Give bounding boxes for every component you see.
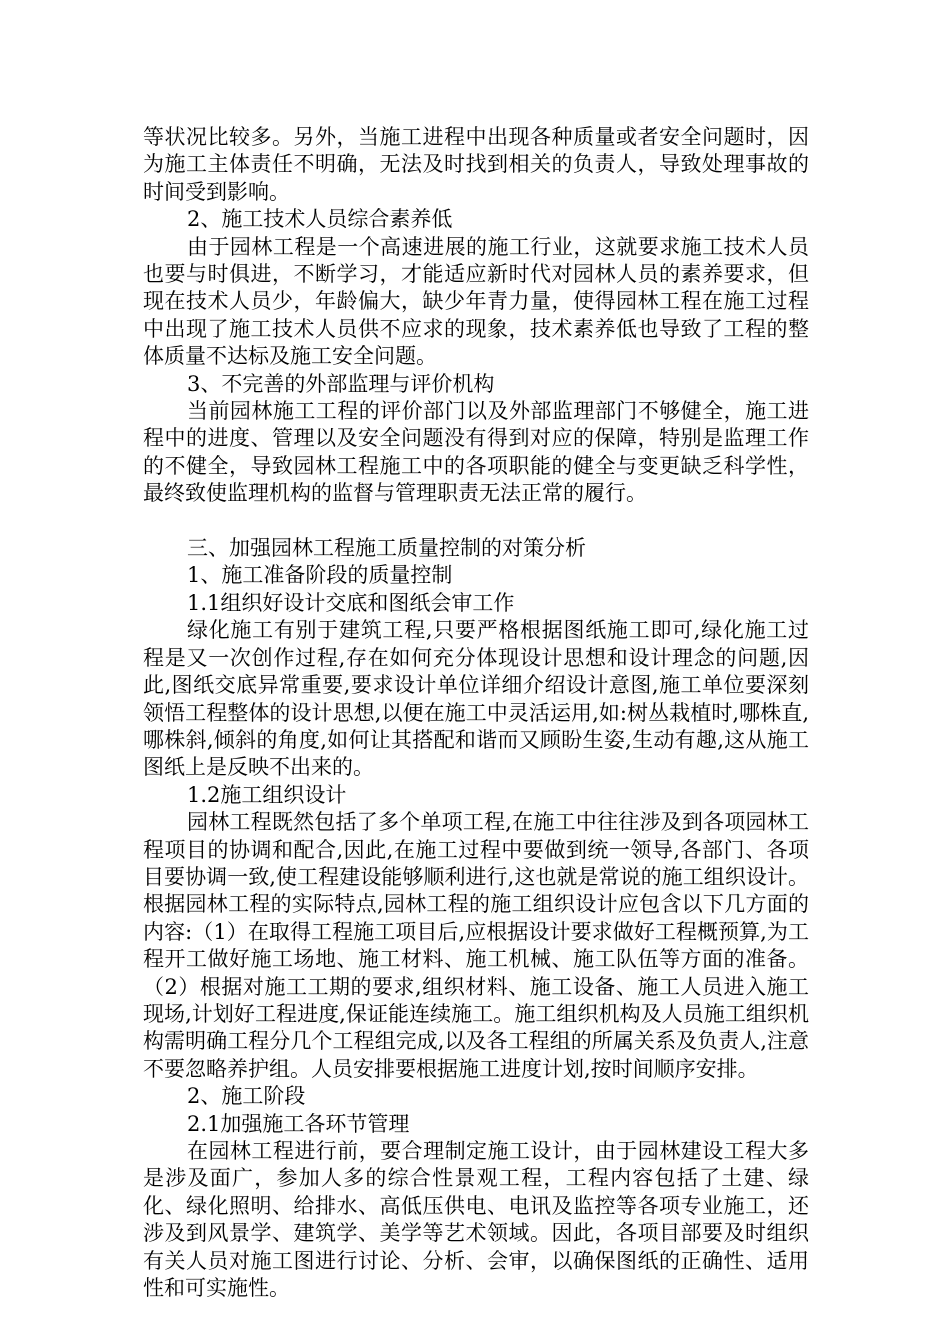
subsection-heading: 2.1加强施工各环节管理 [187,1111,410,1136]
section-heading: 2、施工阶段 [187,1084,306,1109]
paragraph: 等状况比较多。另外，当施工进程中出现各种质量或者安全问题时，因为施工主体责任不明确，无法及时找到相关的负责人，导致处理事故的时间受到影响。 [143,125,809,204]
paragraph: 在园林工程进行前，要合理制定施工设计，由于园林建设工程大多是涉及面广，参加人多的综合性景观工程，工程内容包括了土建、绿化、绿化照明、给排水、高低压供电、电讯及监控等各项专业施工，还涉及到风景学、建筑学、美学等艺术领域。因此，各项目部要及时组织有关人员对施工图进行讨论、分析、会审，以确保图纸的正确性、适用性和可实施性。 [143,1139,809,1301]
section-heading: 2、施工技术人员综合素养低 [187,207,453,232]
paragraph: 园林工程既然包括了多个单项工程,在施工中往往涉及到各项园林工程项目的协调和配合,因此,在施工过程中要做到统一领导,各部门、各项目要协调一致,使工程建设能够顺利进行,这也就是常说的施工组织设计。根据园林工程的实际特点,园林工程的施工组织设计应包含以下几方面的内容:（1）在取得工程施工项目后,应根据设计要求做好工程概预算,为工程开工做好施工场地、施工材料、施工机械、施工队伍等方面的准备。（2）根据对施工工期的要求,组织材料、施工设备、施工人员进入施工现场,计划好工程进度,保证能连续施工。施工组织机构及人员施工组织机构需明确工程分几个工程组完成,以及各工程组的所属关系及负责人,注意不要忽略养护组。人员安排要根据施工进度计划,按时间顺序安排。 [143,810,809,1081]
subsection-heading: 1.2施工组织设计 [187,782,347,807]
paragraph: 绿化施工有别于建筑工程,只要严格根据图纸施工即可,绿化施工过程是又一次创作过程,存在如何充分体现设计思想和设计理念的问题,因此,图纸交底异常重要,要求设计单位详细介绍设计意图,施工单位要深刻领悟工程整体的设计思想,以便在施工中灵活运用,如:树丛栽植时,哪株直,哪株斜,倾斜的角度,如何让其搭配和谐而又顾盼生姿,生动有趣,这从施工图纸上是反映不出来的。 [143,618,809,780]
section-heading: 3、不完善的外部监理与评价机构 [187,371,495,396]
document-body [143,124,809,1302]
blank-line [143,508,809,535]
paragraph: 由于园林工程是一个高速进展的施工行业，这就要求施工技术人员也要与时俱进，不断学习，才能适应新时代对园林人员的素养要求，但现在技术人员少，年龄偏大，缺少年青力量，使得园林工程在施工过程中出现了施工技术人员供不应求的现象，技术素养低也导致了工程的整体质量不达标及施工安全问题。 [143,234,809,369]
section-heading: 1、施工准备阶段的质量控制 [187,563,453,588]
paragraph: 当前园林施工工程的评价部门以及外部监理部门不够健全，施工进程中的进度、管理以及安全问题没有得到对应的保障，特别是监理工作的不健全，导致园林工程施工中的各项职能的健全与变更缺乏科学性，最终致使监理机构的监督与管理职责无法正常的履行。 [143,399,809,506]
subsection-heading: 1.1组织好设计交底和图纸会审工作 [187,590,515,615]
chapter-heading: 三、加强园林工程施工质量控制的对策分析 [187,536,586,561]
